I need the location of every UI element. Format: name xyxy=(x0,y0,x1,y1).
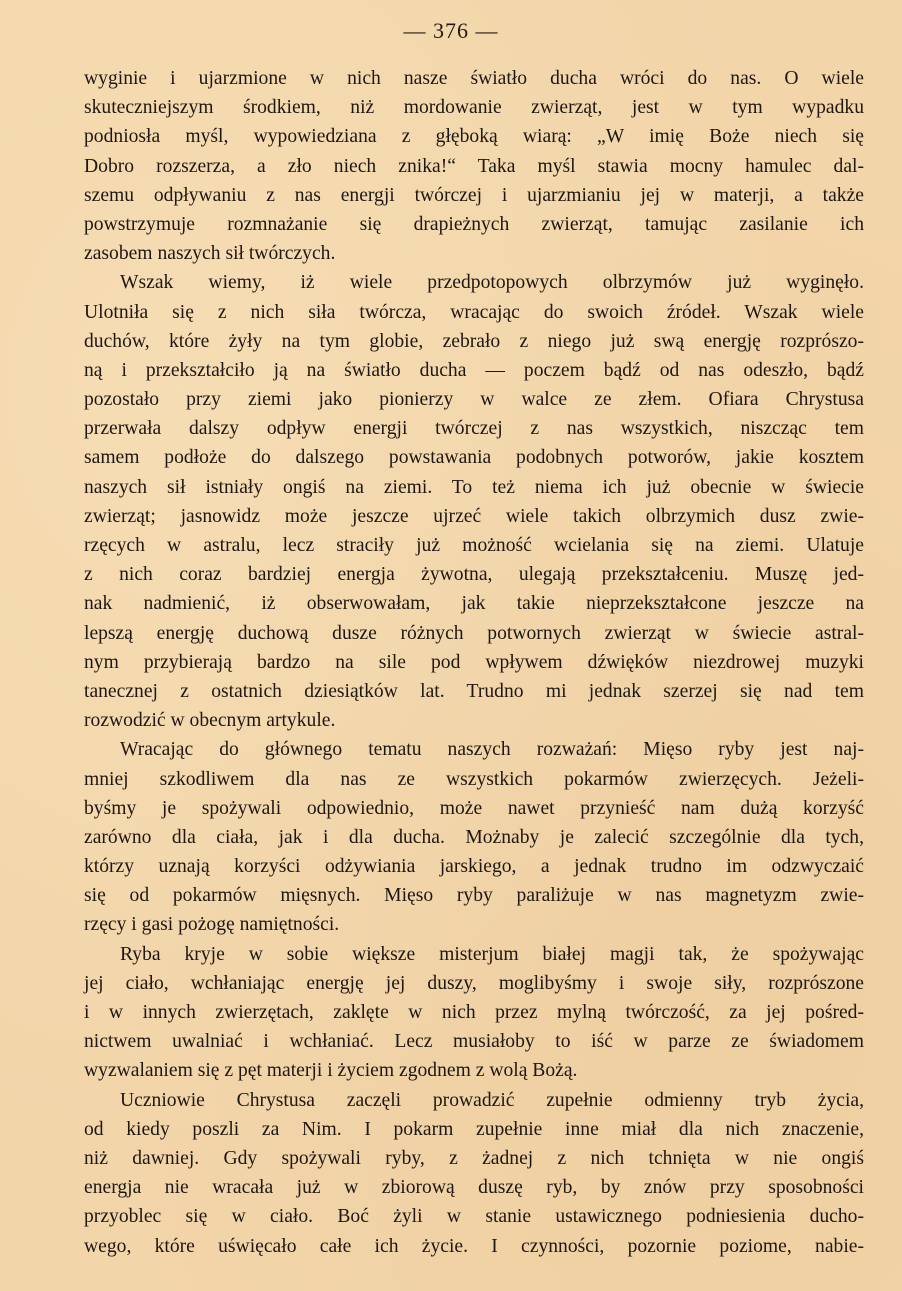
text-line: naszych sił istniały ongiś na ziemi. To też niema ich już obecnie w świecie xyxy=(84,476,864,498)
text-line: wego, które uświęcało całe ich życie. I czynności, pozornie poziome, nabie- xyxy=(84,1235,864,1257)
text-line: skuteczniejszym środkiem, niż mordowanie zwierząt, jest w tym wypadku xyxy=(84,97,864,119)
text-line: zasobem naszych sił twórczych. xyxy=(84,243,336,265)
text-line: pozostało przy ziemi jako pionierzy w walce ze złem. Ofiara Chrystusa xyxy=(84,389,864,411)
text-line: i w innych zwierzętach, zaklęte w nich przez mylną twórczość, za jej pośred- xyxy=(84,1002,864,1023)
text-line: którzy uznają korzyści odżywiania jarskiego, a jednak trudno im odzwyczaić xyxy=(84,856,864,878)
text-line: samem podłoże do dalszego powstawania podobnych potworów, jakie kosztem xyxy=(84,447,864,469)
paragraph-1 xyxy=(84,64,864,268)
text-line: tanecznej z ostatnich dziesiątków lat. Trudno mi jednak szerzej się nad tem xyxy=(84,680,864,702)
text-line: szemu odpływaniu z nas energji twórczej i ujarzmianiu jej w materji, a także xyxy=(84,184,864,206)
text-line: zwierząt; jasnowidz może jeszcze ujrzeć wiele takich olbrzymich dusz zwie- xyxy=(84,505,864,527)
text-line: powstrzymuje rozmnażanie się drapieżnych zwierząt, tamując zasilanie ich xyxy=(84,213,864,235)
page-number: — 376 — xyxy=(403,18,499,43)
text-line: Wracając do głównego tematu naszych rozważań: Mięso ryby jest naj- xyxy=(120,739,864,761)
text-line: Dobro rozszerza, a zło niech znika!“ Taka myśl stawia mocny hamulec dal- xyxy=(84,155,864,177)
paragraph-4 xyxy=(84,940,864,1086)
text-line: rozwodzić w obecnym artykule. xyxy=(84,710,336,732)
text-line: jej ciało, wchłaniając energję jej duszy, moglibyśmy i swoje siły, rozprószone xyxy=(84,972,864,994)
text-line: mniej szkodliwem dla nas ze wszystkich pokarmów zwierzęcych. Jeżeli- xyxy=(84,768,864,790)
text-line: ną i przekształciło ją na światło ducha — poczem bądź od nas odeszło, bądź xyxy=(84,359,864,381)
paragraph-2 xyxy=(84,268,864,735)
text-line: rzęcych w astralu, lecz straciły już możność wcielania się na ziemi. Ulatuje xyxy=(84,535,864,556)
text-line: duchów, które żyły na tym globie, zebrało z niego już swą energję rozprószo- xyxy=(84,330,864,352)
text-line: Ulotniła się z nich siła twórcza, wracając do swoich źródeł. Wszak wiele xyxy=(84,301,864,323)
text-line: przyoblec się w ciało. Boć żyli w stanie ustawicznego podniesienia ducho- xyxy=(84,1206,864,1228)
text-body xyxy=(84,64,864,1261)
text-line: się od pokarmów mięsnych. Mięso ryby paraliżuje w nas magnetyzm zwie- xyxy=(84,885,864,907)
text-line: byśmy je spożywali odpowiednio, może nawet przynieść nam dużą korzyść xyxy=(84,797,864,819)
text-line: energja nie wracała już w zbiorową duszę ryb, by znów przy sposobności xyxy=(84,1177,864,1199)
text-line: zarówno dla ciała, jak i dla ducha. Możnaby je zalecić szczególnie dla tych, xyxy=(84,826,864,848)
text-line: z nich coraz bardziej energja żywotna, ulegają przekształceniu. Muszę jed- xyxy=(84,564,864,586)
text-line: wyzwalaniem się z pęt materji i życiem zgodnem z wolą Bożą. xyxy=(84,1060,578,1082)
text-line: Wszak wiemy, iż wiele przedpotopowych olbrzymów już wyginęło. xyxy=(120,272,864,294)
paragraph-3 xyxy=(84,735,864,939)
text-line: niż dawniej. Gdy spożywali ryby, z żadnej z nich tchnięta w nie ongiś xyxy=(84,1147,864,1169)
text-line: wyginie i ujarzmione w nich nasze światło ducha wróci do nas. O wiele xyxy=(84,68,864,89)
text-line: lepszą energję duchową dusze różnych potwornych zwierząt w świecie astral- xyxy=(84,622,864,644)
text-line: rzęcy i gasi pożogę namiętności. xyxy=(84,914,340,936)
text-line: podniosła myśl, wypowiedziana z głęboką wiarą: „W imię Boże niech się xyxy=(84,126,864,148)
text-line: Ryba kryje w sobie większe misterjum białej magji tak, że spożywając xyxy=(120,943,864,965)
paragraph-5 xyxy=(84,1086,864,1261)
text-line: Uczniowie Chrystusa zaczęli prowadzić zupełnie odmienny tryb życia, xyxy=(120,1089,864,1111)
text-line: nak nadmienić, iż obserwowałam, jak takie nieprzekształcone jeszcze na xyxy=(84,593,864,615)
text-line: przerwała dalszy odpływ energji twórczej z nas wszystkich, niszcząc tem xyxy=(84,418,864,440)
text-line: od kiedy poszli za Nim. I pokarm zupełnie inne miał dla nich znaczenie, xyxy=(84,1118,864,1140)
text-line: nym przybierają bardzo na sile pod wpływem dźwięków niezdrowej muzyki xyxy=(84,651,864,673)
text-line: nictwem uwalniać i wchłaniać. Lecz musiałoby to iść w parze ze świadomem xyxy=(84,1031,864,1053)
